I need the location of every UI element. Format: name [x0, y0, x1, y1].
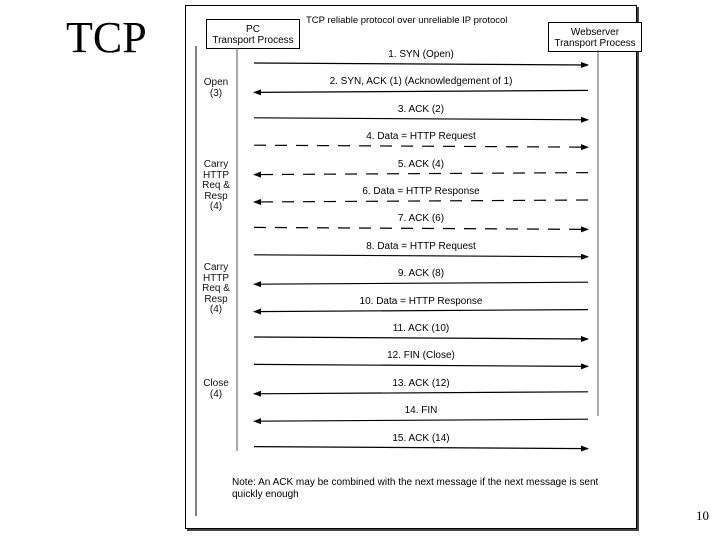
phase-label-2	[194, 160, 238, 213]
message-label-11: 11. ACK (10)	[392, 323, 450, 334]
diagram-note: Note: An ACK may be combined with the next message if the next message is sent quickly enough	[232, 477, 599, 500]
message-label-2: 2. SYN, ACK (1) (Acknowledgement of 1)	[329, 76, 513, 88]
phase-label-line: HTTP	[202, 169, 230, 181]
message-arrow-3	[254, 118, 588, 120]
message-arrow-9	[254, 282, 588, 284]
message-label-7: 7. ACK (6)	[397, 213, 445, 225]
message-arrow-14	[254, 419, 588, 421]
phase-label-line: (4)	[209, 201, 223, 212]
pc-label: PC	[246, 24, 260, 35]
message-arrow-5	[254, 173, 588, 175]
message-arrow-13	[254, 392, 588, 394]
phase-label-line: Resp	[204, 293, 228, 305]
message-label-12: 12. FIN (Close)	[387, 350, 455, 362]
slide-title: TCP	[66, 13, 147, 62]
message-arrow-11	[254, 337, 588, 339]
phase-label-line: (3)	[209, 87, 223, 99]
message-arrow-7	[254, 227, 588, 229]
message-arrow-15	[254, 447, 588, 449]
message-label-1: 1. SYN (Open)	[388, 49, 454, 60]
tcp-sequence-diagram	[185, 5, 637, 529]
message-label-10: 10. Data = HTTP Response	[359, 295, 483, 307]
message-arrow-10	[254, 310, 588, 312]
webserver-label: Webserver	[570, 27, 620, 38]
message-label-15: 15. ACK (14)	[392, 432, 450, 444]
webserver-sub-label: Transport Process	[554, 38, 636, 49]
phase-label-line: Req &	[202, 283, 230, 294]
message-label-3: 3. ACK (2)	[397, 103, 445, 115]
message-label-4: 4. Data = HTTP Request	[366, 131, 476, 143]
phase-label-3	[194, 263, 238, 316]
phase-label-1	[194, 78, 238, 99]
message-label-13: 13. ACK (12)	[392, 377, 450, 389]
phase-label-line: Carry	[203, 159, 229, 170]
message-arrow-6	[254, 200, 588, 202]
phase-label-line: Close	[203, 378, 229, 389]
message-label-6: 6. Data = HTTP Response	[362, 186, 480, 197]
message-arrow-12	[254, 364, 588, 366]
message-label-8: 8. Data = HTTP Request	[366, 240, 476, 252]
message-arrow-1	[254, 63, 588, 65]
phase-label-line: Open	[203, 77, 229, 88]
pc-sub-label: Transport Process	[212, 35, 294, 46]
message-label-14: 14. FIN	[404, 405, 438, 417]
phase-label-line: Carry	[203, 262, 229, 273]
message-arrow-2	[254, 90, 588, 92]
phase-label-line: HTTP	[202, 272, 230, 284]
header-note: TCP reliable protocol over unreliable IP protocol	[306, 15, 508, 26]
message-arrow-4	[254, 145, 588, 147]
message-label-9: 9. ACK (8)	[397, 268, 445, 280]
phase-label-line: (4)	[209, 304, 223, 315]
phase-label-line: (4)	[209, 388, 223, 400]
phase-label-4	[194, 379, 238, 400]
message-label-5: 5. ACK (4)	[397, 158, 445, 170]
phase-label-line: Req &	[202, 180, 230, 191]
message-arrow-8	[254, 255, 588, 257]
page-number: 10	[696, 508, 709, 523]
phase-label-line: Resp	[204, 190, 228, 202]
